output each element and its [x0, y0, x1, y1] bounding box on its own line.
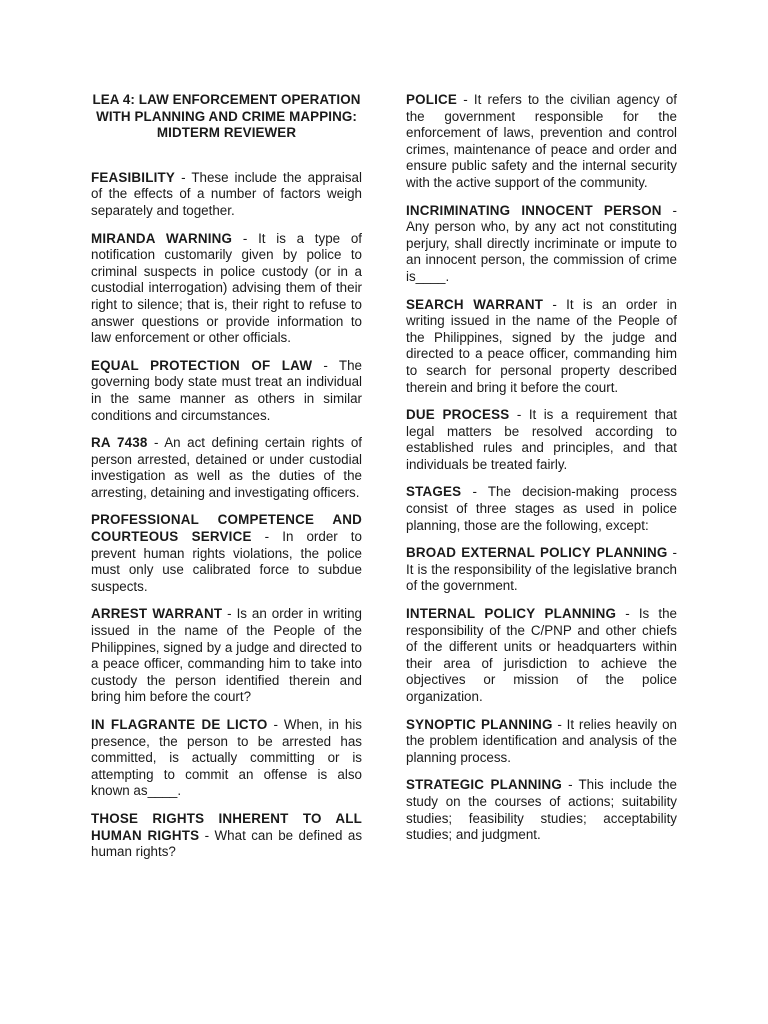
entry-term: SEARCH WARRANT	[406, 296, 544, 312]
entry-separator: -	[312, 357, 339, 373]
entry-separator: -	[661, 202, 677, 218]
entry-definition: Is the responsibility of the C/PNP and other chiefs of the different units or headquarters within their area of jurisdiction to achieve the objectives or mission of the police organization.	[406, 606, 677, 704]
left-column	[91, 92, 362, 872]
entry-definition: What can be defined as human rights?	[91, 827, 363, 860]
entry-police	[406, 92, 677, 192]
entry-definition: It relies heavily on the problem identification and analysis of the planning process.	[406, 716, 678, 765]
entry-definition: The decision-making process consist of three stages as used in police planning, those are the following, except:	[406, 484, 677, 533]
entry-separator: -	[147, 435, 165, 451]
entry-definition: It is an order in writing issued in the name of the People of the Philippines, signed by the judge and directed to a peace officer, commanding him to search for personal property described therein and bring it before the court.	[406, 296, 678, 395]
entry-definition: This include the study on the courses of actions; suitability studies; feasibility studies; acceptability studies; and judgment.	[406, 777, 677, 843]
entry-internal-policy-planning	[406, 606, 677, 706]
entry-separator: -	[616, 606, 639, 622]
entry-separator: -	[267, 717, 284, 732]
entry-separator: -	[222, 606, 237, 622]
entry-definition: Any person who, by any act not constituting perjury, shall directly incriminate or impute to an innocent person, the commission of crime is____.	[406, 219, 677, 284]
entry-strategic-planning	[406, 777, 677, 843]
entry-term: THOSE RIGHTS INHERENT TO ALL HUMAN RIGHTS	[91, 810, 362, 843]
entry-broad-external-policy-planning	[406, 545, 677, 595]
entry-definition: It is a type of notification customarily given by police to criminal suspects in police custody (or in a custodial interrogation) advising them of their right to silence; that is, their right to refuse to answer questions or provide information to law enforcement or other officials.	[91, 230, 362, 346]
entry-stages	[406, 484, 677, 534]
entry-term: MIRANDA WARNING	[91, 230, 233, 246]
entry-feasibility	[91, 170, 362, 220]
entry-miranda-warning	[91, 231, 362, 347]
entry-incriminating-innocent-person	[406, 203, 677, 286]
entry-separator: -	[667, 545, 677, 561]
entry-definition: It is the responsibility of the legislative branch of the government.	[406, 561, 677, 594]
entry-term: STRATEGIC PLANNING	[406, 777, 563, 793]
entry-arrest-warrant	[91, 606, 362, 706]
entry-ra-7438	[91, 435, 362, 501]
entry-definition: When, in his presence, the person to be arrested has committed, is actually committing or is attempting to commit an offense is also known as____.	[91, 717, 363, 799]
entry-separator: -	[251, 529, 283, 545]
entry-separator: -	[232, 230, 259, 246]
entry-definition: Is an order in writing issued in the name of the People of the Philippines, signed by a judge and directed to a peace officer, commanding him to take into custody the person identified therein and bring him before the court?	[91, 606, 362, 705]
entry-term: INTERNAL POLICY PLANNING	[406, 606, 617, 622]
entry-term: BROAD EXTERNAL POLICY PLANNING	[406, 545, 668, 561]
entry-definition: It refers to the civilian agency of the government responsible for the enforcement of laws, prevention and control crimes, maintenance of peace and order and ensure public safety and the internal security with the active support of the community.	[406, 92, 678, 190]
entry-definition: An act defining certain rights of person arrested, detained or under custodial investigation as well as the duties of the arresting, detaining and investigating officers.	[91, 435, 362, 500]
entry-separator: -	[562, 777, 579, 793]
entry-term: DUE PROCESS	[406, 407, 510, 423]
entry-equal-protection	[91, 358, 362, 424]
entry-search-warrant	[406, 297, 677, 397]
entry-separator: -	[175, 169, 192, 185]
entry-in-flagrante-de-licto	[91, 717, 362, 800]
entry-term: IN FLAGRANTE DE LICTO	[91, 717, 268, 732]
entry-separator: -	[543, 296, 567, 312]
entry-definition: The governing body state must treat an individual in the same manner as others in similar conditions and circumstances.	[91, 357, 362, 423]
entry-term: SYNOPTIC PLANNING	[406, 716, 553, 732]
right-column	[406, 92, 677, 855]
entry-term: INCRIMINATING INNOCENT PERSON	[406, 202, 662, 218]
entry-term: STAGES	[406, 484, 462, 500]
entry-term: PROFESSIONAL COMPETENCE AND COURTEOUS SERVICE	[91, 512, 362, 545]
entry-definition: It is a requirement that legal matters be resolved according to established rules and principles, and that individuals be treated fairly.	[406, 407, 677, 472]
entry-professional-competence	[91, 512, 362, 595]
entry-definition: In order to prevent human rights violations, the police must only use calibrated force to subdue suspects.	[91, 529, 362, 594]
entry-term: ARREST WARRANT	[91, 606, 223, 622]
entry-separator: -	[552, 716, 567, 732]
entry-term: RA 7438	[91, 435, 148, 451]
entry-separator: -	[199, 827, 215, 843]
document-title: LEA 4: LAW ENFORCEMENT OPERATION WITH PLANNING AND CRIME MAPPING: MIDTERM REVIEWER	[92, 92, 361, 141]
entry-human-rights	[91, 811, 362, 861]
entry-separator: -	[509, 407, 529, 423]
entry-definition: These include the appraisal of the effects of a number of factors weigh separately and together.	[91, 169, 362, 218]
entry-term: FEASIBILITY	[91, 169, 176, 185]
entry-due-process	[406, 407, 677, 473]
entry-term: EQUAL PROTECTION OF LAW	[91, 357, 313, 373]
entry-synoptic-planning	[406, 717, 677, 767]
entry-separator: -	[461, 484, 488, 500]
entry-separator: -	[457, 92, 474, 107]
entry-term: POLICE	[406, 92, 458, 107]
